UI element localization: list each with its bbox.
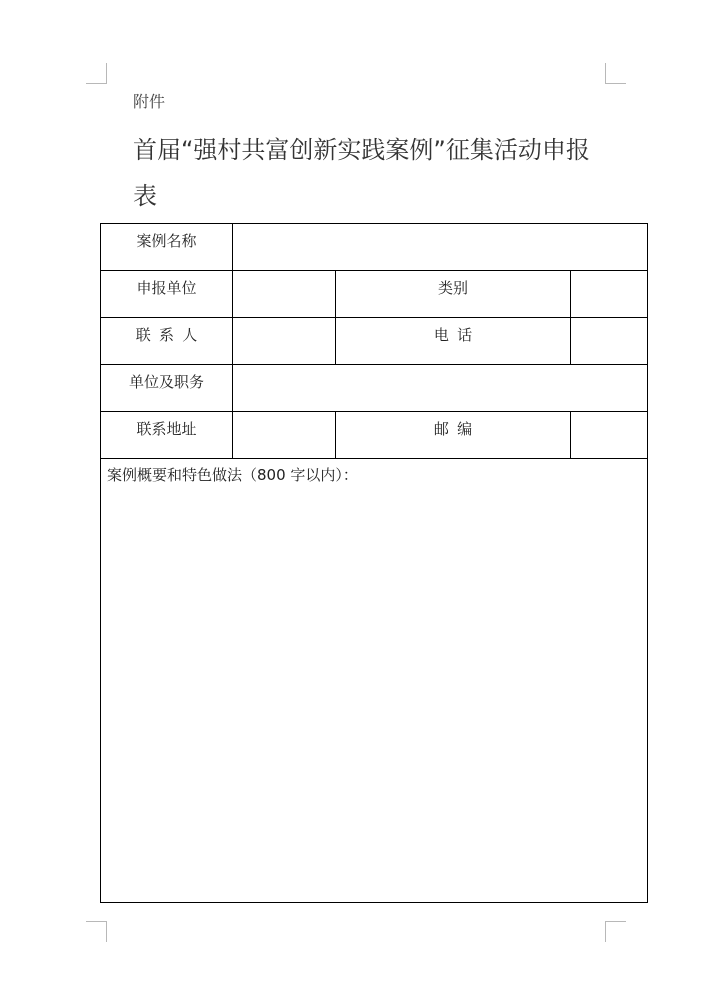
application-form-table <box>100 223 648 903</box>
crop-mark-top-right <box>605 63 626 84</box>
crop-mark-bottom-right <box>605 921 626 942</box>
address-label: 联系地址 <box>136 420 197 438</box>
position-label: 单位及职务 <box>128 373 204 391</box>
summary-label: 案例概要和特色做法（800 字以内）： <box>107 466 358 484</box>
summary-value[interactable] <box>101 485 647 491</box>
case-name-value[interactable] <box>233 224 647 231</box>
summary-row <box>101 459 648 903</box>
contact-label: 联系人 <box>135 326 206 344</box>
case-name-label-cell <box>101 224 233 271</box>
category-field[interactable] <box>571 271 648 318</box>
contact-row <box>101 318 648 365</box>
document-title: 首届“强村共富创新实践案例”征集活动申报表 <box>133 136 590 210</box>
postcode-value[interactable] <box>571 412 647 419</box>
applicant-unit-label: 申报单位 <box>136 279 197 297</box>
contact-label-cell <box>101 318 233 365</box>
phone-label-cell <box>336 318 571 365</box>
case-name-field[interactable] <box>233 224 648 271</box>
category-label: 类别 <box>437 279 468 297</box>
category-label-cell <box>336 271 571 318</box>
applicant-unit-value[interactable] <box>233 271 335 278</box>
applicant-unit-field[interactable] <box>233 271 336 318</box>
phone-field[interactable] <box>571 318 648 365</box>
applicant-row <box>101 271 648 318</box>
address-row <box>101 412 648 459</box>
summary-field[interactable] <box>101 459 648 903</box>
phone-value[interactable] <box>571 318 647 325</box>
position-label-cell <box>101 365 233 412</box>
case-name-label: 案例名称 <box>136 232 197 250</box>
position-field[interactable] <box>233 365 648 412</box>
postcode-label-cell <box>336 412 571 459</box>
crop-mark-top-left <box>86 63 107 84</box>
applicant-unit-label-cell <box>101 271 233 318</box>
contact-field[interactable] <box>233 318 336 365</box>
postcode-field[interactable] <box>571 412 648 459</box>
crop-mark-bottom-left <box>86 921 107 942</box>
address-value[interactable] <box>233 412 335 419</box>
phone-label: 电话 <box>433 326 481 344</box>
case-name-row <box>101 224 648 271</box>
contact-value[interactable] <box>233 318 335 325</box>
category-value[interactable] <box>571 271 647 278</box>
postcode-label: 邮编 <box>433 420 481 438</box>
position-value[interactable] <box>233 365 647 372</box>
address-label-cell <box>101 412 233 459</box>
address-field[interactable] <box>233 412 336 459</box>
attachment-label: 附件 <box>133 92 166 111</box>
position-row <box>101 365 648 412</box>
